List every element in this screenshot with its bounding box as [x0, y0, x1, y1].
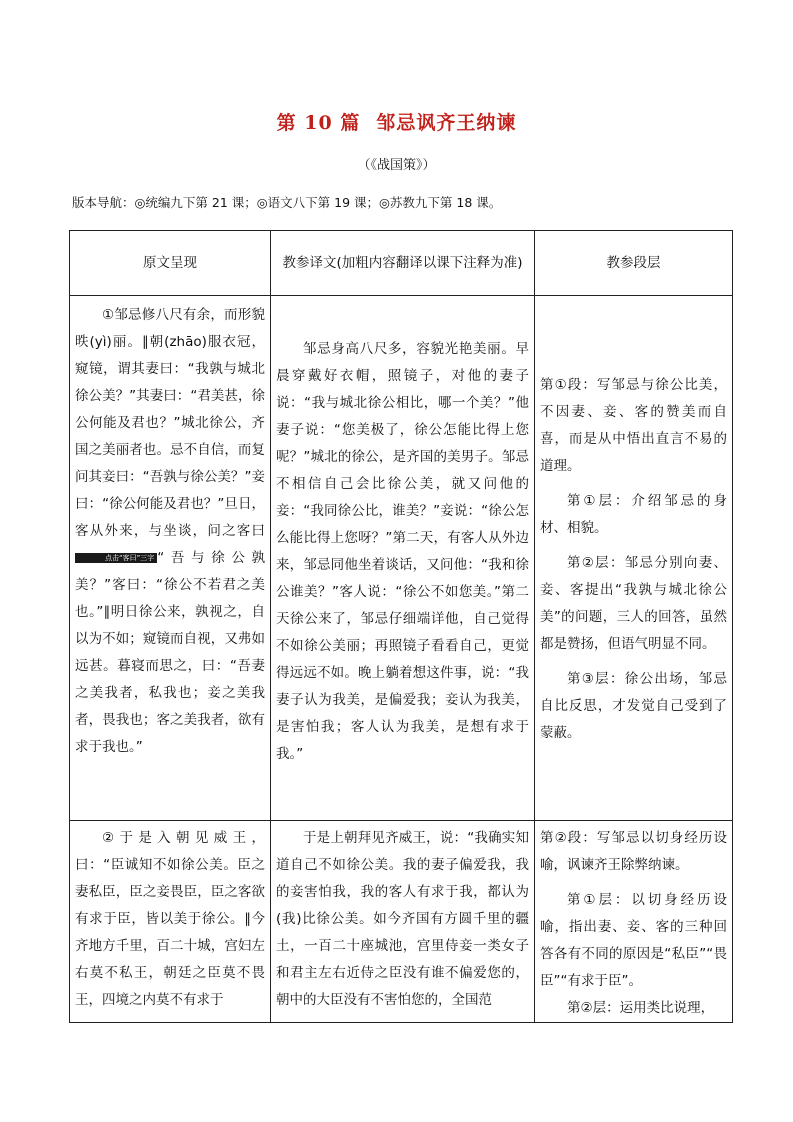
translation-text: 于是上朝拜见齐威王，说：“我确实知道自己不如徐公美。我的妻子偏爱我，我的妾害怕我，我的客人有求于我，都认为(我)比徐公美。如今齐国有方圆千里的疆土，一百二十座城池，宫里侍妾一类女子和君主左右近侍之臣没有谁不偏爱您的，朝中的大臣没有不害怕您的，全国范 — [276, 830, 529, 1008]
original-text-part1: ①邹忌修八尺有余，而形貌昳(yì)丽。∥朝(zhāo)服衣冠，窥镜，谓其妻曰：“我孰与城北徐公美？”其妻曰：“君美甚，徐公何能及君也？”城北徐公，齐国之美丽者也。忌不自信，而复问其妾曰：“吾孰与徐公美？”妾曰：“徐公何能及君也？”旦日，客从外来，与坐谈，问之客曰 — [75, 307, 265, 539]
level-2: 第②层：运用类比说理， — [567, 1000, 715, 1016]
page-title — [0, 108, 793, 135]
header-original: 原文呈现 — [70, 231, 271, 296]
popup-tip[interactable]: 点击“客曰”三字 — [75, 553, 157, 563]
translation-cell — [271, 821, 535, 1023]
level-1: 第①层：介绍邹忌的身材、相貌。 — [540, 493, 727, 536]
header-translation: 教参译文(加粗内容翻译以课下注释为准) — [271, 231, 535, 296]
translation-text: 邹忌身高八尺多，容貌光艳美丽。早晨穿戴好衣帽，照镜子，对他的妻子说：“我与城北徐公相比，哪一个美？”他妻子说：“您美极了，徐公怎能比得上您呢？”城北的徐公，是齐国的美男子。邹忌不相信自己会比徐公美，就又问他的妾：“我同徐公比，谁美？”妾说：“徐公怎么能比得上您呀？”第二天，有客人从外边来，邹忌同他坐着谈话，又问他：“我和徐公谁美？”客人说：“徐公不如您美。”第二天徐公来了，邹忌仔细端详他，自己觉得不如徐公美丽；再照镜子看看自己，更觉得远远不如。晚上躺着想这件事，说：“我妻子认为我美，是偏爱我；妾认为我美，是害怕我；客人认为我美，是想有求于我。” — [276, 341, 529, 762]
paragraph-summary: 第②段：写邹忌以切身经历设喻，讽谏齐王除弊纳谏。 — [540, 830, 727, 873]
original-text: ②于是入朝见威王，曰：“臣诚知不如徐公美。臣之妻私臣，臣之妾畏臣，臣之客欲有求于臣，皆以美于徐公。∥今齐地方千里，百二十城，宫妇左右莫不私王，朝廷之臣莫不畏王，四境之内莫不有求于 — [75, 830, 265, 1008]
original-text-cell — [70, 296, 271, 821]
levels-cell — [535, 821, 733, 1023]
original-text-part2: “吾与徐公孰美？”客曰：“徐公不若君之美也。”∥明日徐公来，孰视之，自以为不如；窥镜而自视，又弗如远甚。暮寝而思之，曰：“吾妻之美我者，私我也；妾之美我者，畏我也；客之美我者，欲有求于我也。” — [75, 550, 265, 755]
lesson-table — [69, 230, 733, 1023]
version-nav: 版本导航：◎统编九下第 21 课；◎语文八下第 19 课；◎苏教九下第 18 课。 — [72, 195, 502, 210]
paragraph-summary: 第①段：写邹忌与徐公比美，不因妻、妾、客的赞美而自喜，而是从中悟出直言不易的道理。 — [540, 377, 727, 474]
source-line: （《战国策》） — [357, 158, 436, 173]
table-row — [70, 296, 733, 821]
level-2: 第②层：邹忌分别向妻、妾、客提出“我孰与城北徐公美”的问题，三人的回答，虽然都是赞扬，但语气明显不同。 — [540, 555, 727, 652]
title-text: 邹忌讽齐王纳谏 — [376, 112, 517, 134]
header-levels: 教参段层 — [535, 231, 733, 296]
title-number: 第 10 篇 — [276, 112, 361, 134]
level-3: 第③层：徐公出场，邹忌自比反思，才发觉自己受到了蒙蔽。 — [540, 671, 727, 741]
table-row — [70, 821, 733, 1023]
levels-cell — [535, 296, 733, 821]
table-header-row — [70, 231, 733, 296]
level-1: 第①层：以切身经历设喻，指出妻、妾、客的三种回答各有不同的原因是“私臣”“畏臣”“有求于臣”。 — [540, 892, 727, 989]
original-text-cell — [70, 821, 271, 1023]
translation-cell — [271, 296, 535, 821]
